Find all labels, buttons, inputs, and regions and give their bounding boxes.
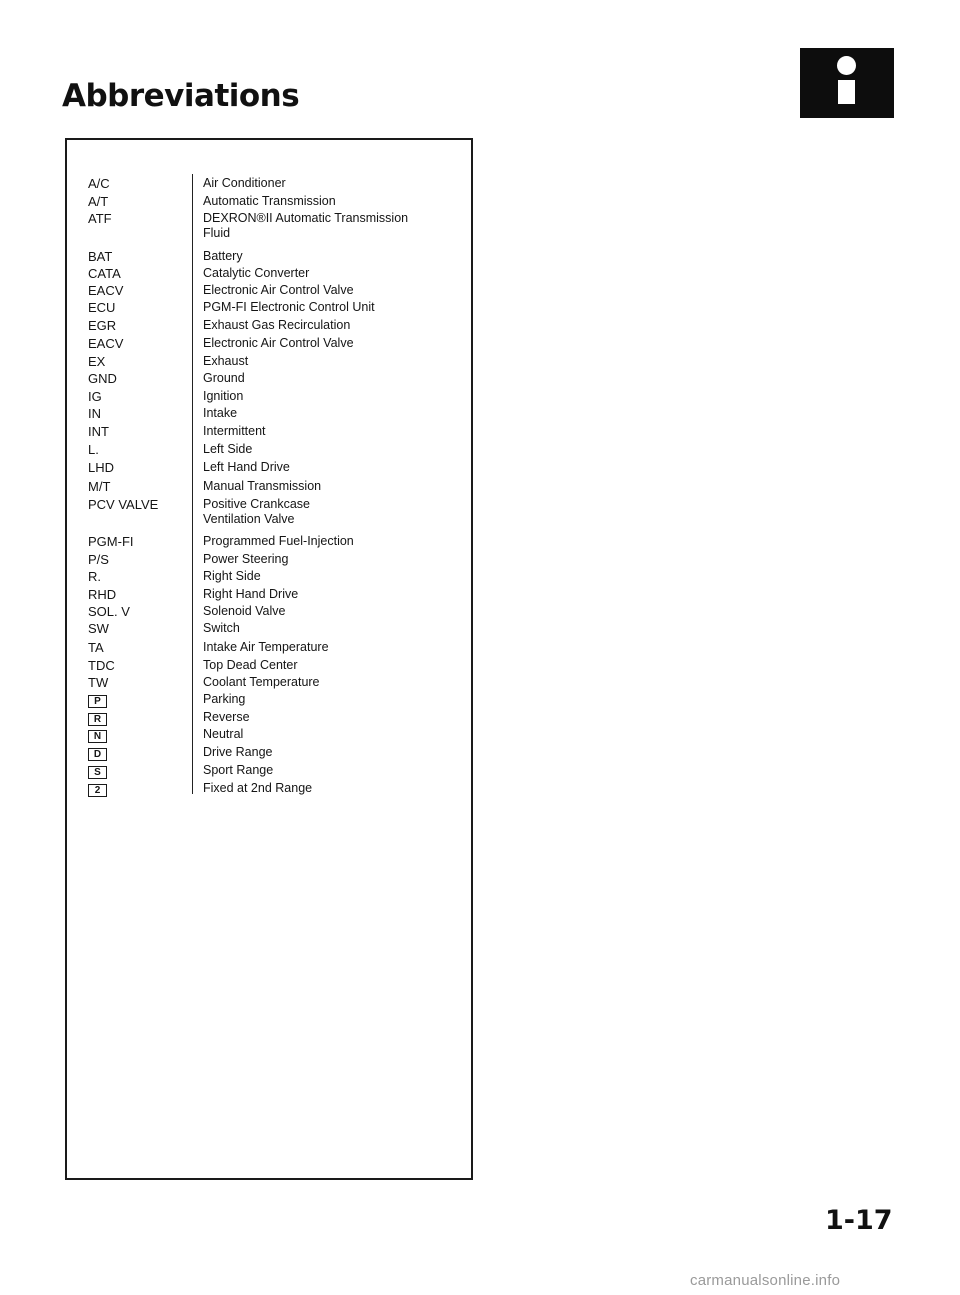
abbreviation-term: GND (88, 371, 117, 386)
meaning-line: Programmed Fuel-Injection (203, 534, 354, 548)
abbreviation-meaning (203, 318, 350, 333)
abbreviation-meaning (203, 354, 248, 369)
meaning-line: Solenoid Valve (203, 604, 286, 618)
abbreviation-meaning (203, 442, 252, 457)
abbreviation-term: EGR (88, 318, 117, 333)
abbreviation-term: R. (88, 569, 101, 584)
abbreviation-term: RHD (88, 587, 117, 602)
abbreviation-term: PGM-FI (88, 534, 134, 549)
page-number: 1-17 (825, 1205, 893, 1236)
shift-position-box: 2 (88, 784, 107, 797)
abbreviation-term (88, 710, 107, 726)
meaning-line: Catalytic Converter (203, 266, 310, 280)
abbreviation-term: P/S (88, 552, 109, 567)
meaning-line: Electronic Air Control Valve (203, 283, 354, 297)
abbreviation-meaning (203, 675, 320, 690)
abbreviation-term: IN (88, 406, 101, 421)
meaning-line: Right Hand Drive (203, 587, 299, 601)
meaning-line: Exhaust (203, 354, 249, 368)
abbreviation-meaning (203, 658, 298, 673)
abbreviation-term: LHD (88, 460, 115, 475)
abbreviation-term: EACV (88, 283, 124, 298)
meaning-line: Ground (203, 371, 245, 385)
meaning-line: Ventilation Valve (203, 512, 295, 526)
shift-position-box: S (88, 766, 107, 779)
abbreviation-meaning (203, 692, 245, 707)
shift-position-box: D (88, 748, 107, 761)
abbreviation-meaning (203, 336, 354, 351)
abbreviation-term: L. (88, 442, 99, 457)
abbreviation-meaning (203, 176, 286, 191)
abbreviation-meaning (203, 763, 273, 778)
meaning-line: Intake (203, 406, 238, 420)
meaning-line: Left Hand Drive (203, 460, 290, 474)
meaning-line: Reverse (203, 710, 250, 724)
meaning-line: Electronic Air Control Valve (203, 336, 354, 350)
meaning-line: Coolant Temperature (203, 675, 320, 689)
abbreviation-meaning (203, 710, 250, 725)
meaning-line: Power Steering (203, 552, 289, 566)
meaning-line: Air Conditioner (203, 176, 286, 190)
meaning-line: Positive Crankcase (203, 497, 310, 511)
abbreviation-meaning (203, 727, 243, 742)
meaning-line: Automatic Transmission (203, 194, 336, 208)
shift-position-box: N (88, 730, 107, 743)
meaning-line: Battery (203, 249, 243, 263)
abbreviation-term: TA (88, 640, 104, 655)
meaning-line: Intake Air Temperature (203, 640, 329, 654)
abbreviation-meaning (203, 621, 240, 636)
meaning-line: Left Side (203, 442, 253, 456)
abbreviation-meaning (203, 479, 321, 494)
meaning-line: Drive Range (203, 745, 273, 759)
page-title: Abbreviations (62, 78, 300, 114)
abbreviation-term (88, 763, 107, 779)
abbreviation-term (88, 692, 107, 708)
abbreviation-term: BAT (88, 249, 113, 264)
abbreviation-term: EX (88, 354, 106, 369)
abbreviation-term: SOL. V (88, 604, 130, 619)
abbreviation-meaning (203, 569, 261, 584)
abbreviation-term: ECU (88, 300, 116, 315)
meaning-line: Exhaust Gas Recirculation (203, 318, 351, 332)
meaning-line: Right Side (203, 569, 261, 583)
abbreviation-meaning (203, 640, 329, 655)
abbreviation-meaning (203, 497, 310, 527)
abbreviation-meaning (203, 552, 288, 567)
abbreviation-term: CATA (88, 266, 121, 281)
watermark: carmanualsonline.info (690, 1272, 841, 1289)
meaning-line: Top Dead Center (203, 658, 298, 672)
abbreviation-meaning (203, 745, 272, 760)
meaning-line: Parking (203, 692, 246, 706)
abbreviation-term (88, 727, 107, 743)
abbreviation-meaning (203, 371, 245, 386)
abbreviation-term: A/T (88, 194, 109, 209)
abbreviation-meaning (203, 587, 298, 602)
meaning-line: Neutral (203, 727, 244, 741)
abbreviation-meaning (203, 781, 312, 796)
abbreviation-term: INT (88, 424, 109, 439)
meaning-line: DEXRON®II Automatic Transmission (203, 211, 409, 225)
abbreviation-meaning (203, 249, 243, 264)
meaning-line: Fixed at 2nd Range (203, 781, 313, 795)
abbreviation-meaning (203, 534, 354, 549)
abbreviation-term: EACV (88, 336, 124, 351)
abbreviation-meaning (203, 211, 408, 241)
abbreviation-term: M/T (88, 479, 111, 494)
abbreviation-term: SW (88, 621, 109, 636)
abbreviation-meaning (203, 389, 243, 404)
meaning-line: Switch (203, 621, 240, 635)
abbreviation-term (88, 781, 107, 797)
shift-position-box: P (88, 695, 107, 708)
meaning-line: Ignition (203, 389, 244, 403)
abbreviation-meaning (203, 604, 285, 619)
abbreviation-meaning (203, 283, 354, 298)
meaning-line: Sport Range (203, 763, 274, 777)
meaning-line: Fluid (203, 226, 231, 240)
shift-position-box: R (88, 713, 107, 726)
abbreviation-term: TDC (88, 658, 115, 673)
abbreviation-meaning (203, 460, 290, 475)
meaning-line: PGM-FI Electronic Control Unit (203, 300, 375, 314)
abbreviation-term: PCV VALVE (88, 497, 159, 512)
abbreviation-meaning (203, 266, 309, 281)
abbreviation-meaning (203, 424, 266, 439)
abbreviation-meaning (203, 194, 336, 209)
abbreviation-term: ATF (88, 211, 112, 226)
abbreviation-term: TW (88, 675, 109, 690)
abbreviation-term (88, 745, 107, 761)
meaning-line: Manual Transmission (203, 479, 322, 493)
abbreviation-meaning (203, 300, 375, 315)
meaning-line: Intermittent (203, 424, 266, 438)
abbreviation-term: IG (88, 389, 102, 404)
abbreviation-meaning (203, 406, 237, 421)
abbreviation-term: A/C (88, 176, 110, 191)
